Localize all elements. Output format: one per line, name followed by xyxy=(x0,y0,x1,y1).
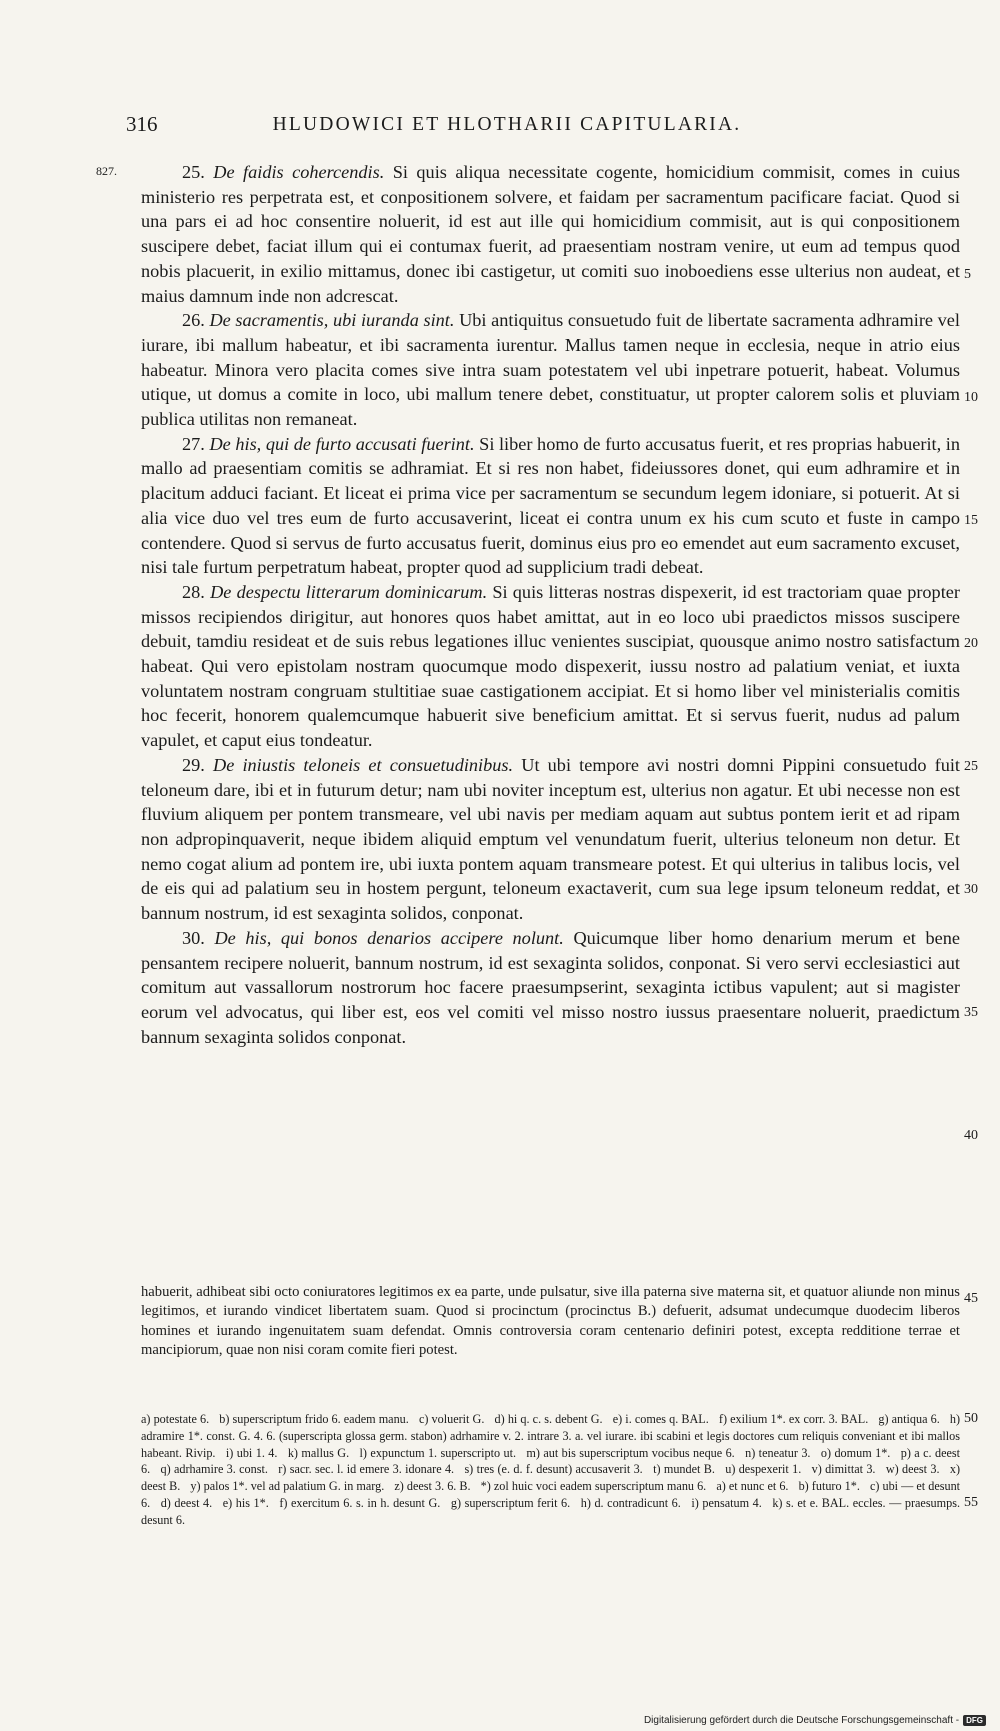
line-number: 50 xyxy=(964,1411,978,1426)
footnote-text: teneatur 3. xyxy=(755,1445,811,1460)
footnote-text: mundet B. xyxy=(660,1462,715,1477)
footnote-mark: x) xyxy=(949,1462,961,1477)
section-text: Ut ubi tempore avi nostri domni Pippini consuetudo fuit teloneum dare, ibi et in futurum detur; nam ubi noviter inceptum est, ulterius non agatur. Et ubi necesse non est fluvium aliquem per pontem transmeare, vel ubi navis per mediam aquam aut subtus pontem ierit et ad ripam non adpropinquaverit, neque ibidem aliquid emptum vel venundatum fuerit, ulterius teloneum non detur. Et nemo cogat alium ad pontem ire, ubi iuxta pontem aquam transmeare potest. Et qui ulterius in talibus locis, vel de eis qui ad palatium seu in hostem pergunt, teloneum exactaverit, cum sua lege ipsum teloneum reddat, et bannum nostrum, id est sexaginta solidos, conponat. xyxy=(141,754,960,924)
footnote-text: despexerit 1. xyxy=(735,1462,802,1477)
footnote-mark: r) xyxy=(278,1462,287,1477)
footnote-text: aut bis superscriptum vocibus neque 6. xyxy=(539,1445,735,1460)
footnote-mark: w) xyxy=(885,1462,899,1477)
footnote-text: palos 1*. vel ad palatium G. in marg. xyxy=(200,1479,385,1494)
footnote-mark: k) xyxy=(772,1495,783,1510)
footnote-mark: l) xyxy=(359,1445,367,1460)
footnote-mark: a) xyxy=(141,1412,151,1426)
section-number: 25. xyxy=(182,162,205,182)
section-number: 29. xyxy=(182,754,205,775)
footnote-mark: t) xyxy=(653,1462,661,1477)
section-text: Ubi antiquitus consuetudo fuit de libertate sacramenta adhramire vel iurare, ibi mallum habeatur, et ibi sacramenta iurentur. Mallus tamen neque in ecclesia, neque in atrio eius habeatur. Minora vero placita comes sive intra suam potestatem vel ubi inpetrare potuerit, habeat. Volumus utique, ut domus a comite in loco, ubi mallum tenere debet, constituatur, ut propter calorem solis et pluviam publica utilitas non remaneat. xyxy=(141,310,961,430)
footnote-text: exercitum 6. s. in h. desunt G. xyxy=(287,1495,441,1510)
footnote-text: et nunc et 6. xyxy=(725,1479,789,1494)
footnote-mark: z) xyxy=(394,1479,404,1494)
section-29 xyxy=(141,753,960,926)
footnote xyxy=(481,1479,707,1493)
footnote xyxy=(691,1496,761,1510)
footnote xyxy=(812,1462,876,1476)
section-text: Si quis aliqua necessitate cogente, homicidium commisit, comes in cuius ministerio res perpetrata est, et conpositionem solvere, et faidam per sacramentum pacificare faciat. Quod si una pars ei ad hoc consentire noluerit, id est aut ille qui homicidium commisit, aut is qui conpositionem suscipere debet, faciat illum qui ei contumax fuerit, ad praesentiam nostram venire, ut eum ad tempus quod nobis placuerit, in exilio mittamus, donec ibi castigetur, ut comiti suo inoboediens esse ulterius non audeat, et maius damnum inde non adcrescat. xyxy=(141,162,961,306)
section-text: Quicumque liber homo denarium merum et bene pensantem recipere noluerit, bannum nostrum, id est sexaginta solidos, conponat. Si vero servi ecclesiastici aut comitum aut vassallorum nostrorum hoc facere praesumpserint, sexaginta ictibus vapulent; aut si magister eorum vel advocatus, qui liber est, eos vel comiti vel misso nostro iussus praesentare noluerit, praedictum bannum sexaginta solidos conponat. xyxy=(141,927,960,1047)
line-number: 55 xyxy=(964,1495,978,1510)
footnote xyxy=(394,1479,470,1493)
section-text: Si liber homo de furto accusatus fuerit, et res proprias habuerit, in mallo ad praesentiam comitis se adhramiat. Et si res non habet, fideiussores donet, qui eum adhramire et in placitum adduci faciant. Et liceat ei prima vice per sacramentum se secundum legem idoniare, si potuerit. At si alia vice duo vel tres eum de furto accusaverint, liceat ei contra unum ex his cum scuto et fuste in campo contendere. Quod si servus de furto accusatus fuerit, dominus eius pro eo emendet aut eum sacramento excuset, nisi tale furtum perpetratum habeat, propter quod ad supplicium tradi debeat. xyxy=(141,433,961,578)
footnote-text: futuro 1*. xyxy=(808,1479,860,1494)
footnote-mark: d) xyxy=(160,1495,171,1510)
section-27 xyxy=(141,432,960,580)
section-title: De faidis cohercendis. xyxy=(213,162,385,182)
footnote-mark: n) xyxy=(745,1445,756,1460)
footnote xyxy=(288,1446,349,1460)
footnote-text: tres (e. d. f. desunt) accusaverit 3. xyxy=(473,1462,643,1477)
footnote xyxy=(719,1412,868,1426)
line-number: 40 xyxy=(964,1128,978,1143)
footnote-mark: *) xyxy=(480,1479,491,1494)
footnote-mark: b) xyxy=(219,1412,230,1426)
footnote-mark: e) xyxy=(612,1412,623,1426)
line-number: 45 xyxy=(964,1291,978,1306)
footnote-text: s. et e. BAL. eccles. — praesumps. desunt 6. xyxy=(141,1495,961,1527)
footnote-mark: h) xyxy=(580,1495,591,1510)
section-title: De his, qui bonos denarios accipere nolunt. xyxy=(214,927,564,948)
section-30 xyxy=(141,926,960,1050)
margin-year: 827. xyxy=(96,164,117,178)
section-number: 27. xyxy=(182,433,205,454)
footnote xyxy=(581,1496,681,1510)
footnote-mark: y) xyxy=(190,1479,201,1494)
footnote xyxy=(653,1462,715,1476)
footnote-text: exilium 1*. ex corr. 3. BAL. xyxy=(727,1412,869,1426)
section-title: De iniustis teloneis et consuetudinibus. xyxy=(213,754,514,775)
footnote-text: domum 1*. xyxy=(831,1445,891,1460)
section-number: 26. xyxy=(182,310,205,331)
footnote-text: ubi — et desunt 6. xyxy=(141,1479,961,1510)
footnote xyxy=(223,1496,269,1510)
page-header xyxy=(126,112,826,142)
footnote-text: deest 4. xyxy=(170,1495,213,1510)
footnote xyxy=(360,1446,516,1460)
digitization-footer xyxy=(644,1715,986,1726)
footnote-text: voluerit G. xyxy=(428,1412,485,1426)
footnote xyxy=(279,1496,440,1510)
footnote xyxy=(278,1462,454,1476)
line-number: 5 xyxy=(964,267,971,282)
footnote-mark: h) xyxy=(949,1412,961,1426)
line-number: 30 xyxy=(964,882,978,897)
footnote-text: deest 3. 6. B. xyxy=(403,1479,471,1494)
line-number: 15 xyxy=(964,513,978,528)
running-title: HLUDOWICI ET HLOTHARII CAPITULARIA. xyxy=(272,114,742,135)
footnote xyxy=(716,1479,788,1493)
footnote-text: potestate 6. xyxy=(150,1412,210,1426)
continuation-note xyxy=(141,1283,960,1361)
footnote-text: antiqua 6. xyxy=(888,1412,940,1426)
line-number: 10 xyxy=(964,390,978,405)
footnote-mark: q) xyxy=(160,1462,171,1477)
footnote xyxy=(226,1446,278,1460)
line-number: 35 xyxy=(964,1005,978,1020)
footnote-mark: o) xyxy=(820,1445,832,1460)
footnote-text: adrhamire 3. const. xyxy=(170,1462,268,1477)
section-number: 30. xyxy=(182,927,205,948)
section-title: De despectu litterarum dominicarum. xyxy=(210,581,488,602)
footnote-text: dimittat 3. xyxy=(821,1462,876,1477)
footnote-mark: v) xyxy=(811,1462,822,1477)
footnote-mark: p) xyxy=(900,1445,911,1460)
section-26 xyxy=(141,308,960,432)
line-number: 25 xyxy=(964,759,978,774)
footnote-mark: s) xyxy=(464,1462,474,1477)
continuation-text: habuerit, adhibeat sibi octo coniuratores legitimos ex ea parte, unde pulsatur, sive illa paterna sive materna sit, et quatuor aliunde non minus legitimos, et iurando vindicet libertatem suam. Quod si procinctum (procinctus B.) defuerit, adsumat undecumque duodecim liberos homines et iurando ingenuitatem suam defendat. Omnis controversia coram centenario definiri potest, excepta redditione terrae et mancipiorum, quae non nisi coram comite fieri potest. xyxy=(141,1284,960,1359)
footnote xyxy=(725,1462,801,1476)
footnote xyxy=(419,1412,484,1426)
footnote-text: deest 3. xyxy=(898,1462,940,1477)
footnote-mark: b) xyxy=(798,1479,809,1494)
footnote xyxy=(161,1496,212,1510)
footnote-mark: k) xyxy=(287,1445,298,1460)
footnote-text: adramire 1*. const. G. 4. 6. (superscripta glossa germ. stabon) adrhamire v. 2. intrare 3. a. vel iurare. ibi scabini et legis doctores cum reliquis conveniant et ibi mallos habeant. Rivip. xyxy=(141,1428,960,1460)
footnote-text: pensatum 4. xyxy=(698,1495,762,1510)
footnote-text: his 1*. xyxy=(232,1495,269,1510)
footnote-mark: i) xyxy=(691,1495,699,1510)
footnote xyxy=(799,1479,860,1493)
section-text: Si quis litteras nostras dispexerit, id est tractoriam quae propter missos recipiendos dirigitur, aut honores quos habet amittat, aut in eo loco ubi praedictos missos suscipere debuit, tamdiu resideat et de suis rebus legationes illuc venientes suscipiat, quousque animo nostro satisfactum habeat. Qui vero epistolam nostram quocumque modo dispexerit, iussu nostro ad palatium veniat, et iuxta voluntatem nostram congruam stultitiae suae castigationem accipiat. Et si homo liber vel ministerialis comitis hoc fecerit, honorem qualemcumque habuerit sive beneficium amittat. Et si servus fuerit, nudus ad palum vapulet, et caput eius tondeatur. xyxy=(141,581,960,751)
footnote xyxy=(745,1446,810,1460)
footnote xyxy=(160,1462,267,1476)
footnote-text: a c. deest 6. xyxy=(141,1445,961,1477)
footnote-text: expunctum 1. superscripto ut. xyxy=(367,1445,517,1460)
footnote xyxy=(878,1412,939,1426)
page-number: 316 xyxy=(126,112,158,136)
dfg-logo: DFG xyxy=(963,1715,986,1726)
footnote-text: ubi 1. 4. xyxy=(233,1445,278,1460)
section-title: De his, qui de furto accusati fuerint. xyxy=(209,433,475,454)
footnote-mark: f) xyxy=(279,1495,288,1510)
footnote xyxy=(495,1412,603,1426)
footnote-text: mallus G. xyxy=(297,1445,350,1460)
footnote-text: d. contradicunt 6. xyxy=(590,1495,681,1510)
footnote xyxy=(451,1496,570,1510)
footnote-mark: d) xyxy=(494,1412,505,1426)
footnote-mark: a) xyxy=(716,1479,726,1494)
section-25 xyxy=(141,160,960,308)
footnotes xyxy=(141,1411,960,1529)
footnote-text: superscriptum ferit 6. xyxy=(461,1495,571,1510)
footnote-text: i. comes q. BAL. xyxy=(622,1412,709,1426)
footnote xyxy=(464,1462,642,1476)
footnote xyxy=(190,1479,384,1493)
line-number: 20 xyxy=(964,636,978,651)
footnote-text: deest B. xyxy=(141,1479,181,1494)
footer-text: Digitalisierung gefördert durch die Deutsche Forschungsgemeinschaft - xyxy=(643,1715,960,1726)
footnote-mark: m) xyxy=(526,1445,540,1460)
footnote-text: superscriptum frido 6. eadem manu. xyxy=(229,1412,409,1426)
footnote-mark: e) xyxy=(222,1495,233,1510)
footnote xyxy=(886,1462,940,1476)
footnote xyxy=(613,1412,709,1426)
footnote xyxy=(526,1446,734,1460)
footnote-mark: c) xyxy=(418,1412,429,1426)
footnote-text: zol huic voci eadem superscriptum manu 6. xyxy=(490,1479,707,1494)
footnote-mark: i) xyxy=(225,1445,234,1460)
footnote xyxy=(141,1412,209,1426)
footnote xyxy=(821,1446,890,1460)
footnote xyxy=(219,1412,409,1426)
section-28 xyxy=(141,580,960,753)
footnote-mark: u) xyxy=(725,1462,736,1477)
section-title: De sacramentis, ubi iuranda sint. xyxy=(209,310,455,331)
footnote-text: sacr. sec. l. id emere 3. idonare 4. xyxy=(286,1462,455,1477)
footnote-mark: c) xyxy=(869,1479,880,1494)
section-number: 28. xyxy=(182,581,205,602)
footnote-mark: f) xyxy=(718,1412,728,1426)
footnote-mark: g) xyxy=(450,1495,462,1510)
footnote-mark: g) xyxy=(878,1412,889,1426)
main-text xyxy=(141,160,960,1049)
footnote-list xyxy=(141,1411,960,1529)
footnote-text: hi q. c. s. debent G. xyxy=(504,1412,603,1426)
